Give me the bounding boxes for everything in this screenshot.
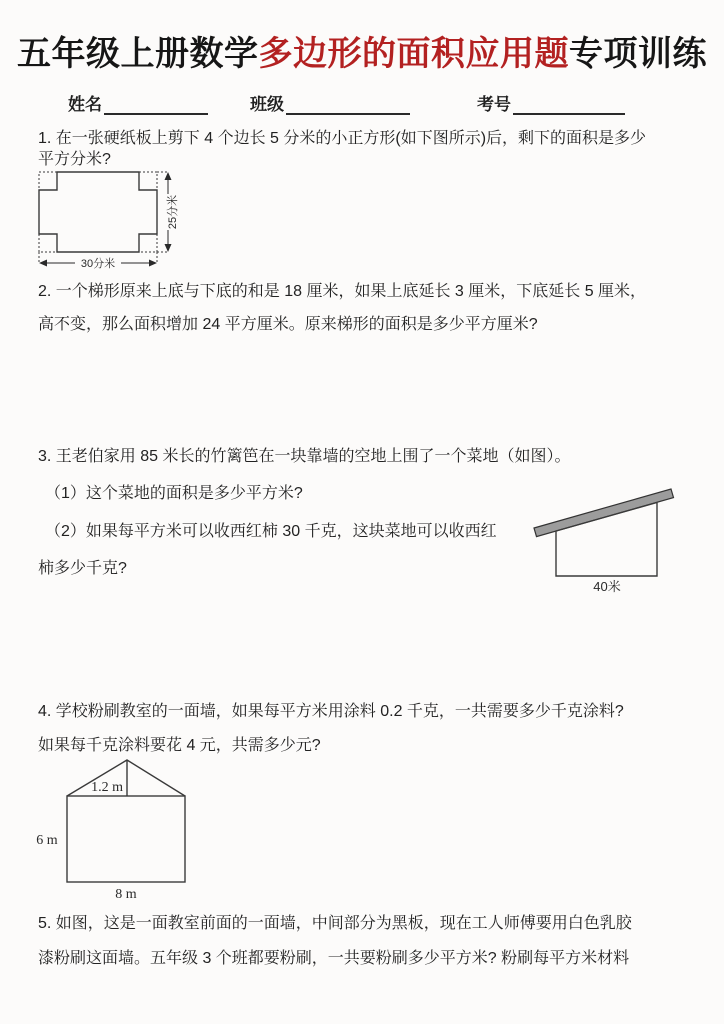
cut-corner-bottomright-dashes — [139, 234, 157, 252]
cut-corner-topleft-dashes — [39, 172, 57, 190]
problem-1-line-2: 平方分米? — [38, 151, 111, 168]
height-dimension-arrow-bottom — [165, 244, 172, 252]
height-dimension-label: 25分米 — [167, 194, 179, 230]
title-part-grade: 五年级上册数学 — [17, 35, 259, 73]
problem-3-part-2-wrap: 柿多少千克? — [38, 560, 127, 577]
cut-corner-topright-dashes — [139, 172, 157, 190]
problem-3-part-2: （2）如果每平方米可以收西红柿 30 千克，这块菜地可以收西红 — [45, 523, 497, 540]
wall-height-label: 6 m — [36, 833, 58, 848]
problem-5-line-1: 5. 如图，这是一面教室前面的一面墙，中间部分为黑板，现在工人师傅要用白色乳胶 — [38, 915, 632, 932]
problem-1-line-1: 1. 在一张硬纸板上剪下 4 个边长 5 分米的小正方形(如下图所示)后，剩下的面积是多少 — [38, 130, 647, 147]
width-dimension-arrow-left — [39, 260, 47, 267]
problem-1 — [38, 128, 700, 170]
cardboard-remaining-outline — [39, 172, 157, 252]
exam-number-label: 考号 — [477, 95, 511, 114]
title-part-training: 专项训练 — [569, 35, 707, 73]
wall-rectangle — [67, 796, 185, 882]
problem-3-line-1: 3. 王老伯家用 85 米长的竹篱笆在一块靠墙的空地上围了一个菜地（如图）。 — [38, 448, 571, 465]
name-blank-line — [104, 96, 208, 115]
name-label: 姓名 — [68, 95, 102, 114]
roof-height-label: 1.2 m — [91, 780, 123, 795]
cardboard-figure-svg — [36, 168, 196, 280]
problem-2-line-2: 高不变，那么面积增加 24 平方厘米。原来梯形的面积是多少平方厘米? — [38, 316, 538, 333]
title-part-topic-red: 多边形的面积应用题 — [258, 35, 569, 73]
problem-4 — [38, 701, 700, 756]
problem-2 — [38, 281, 700, 335]
figure-cardboard-cutout — [36, 168, 196, 280]
width-dimension-label: 30分米 — [80, 258, 116, 270]
class-field — [250, 90, 410, 115]
house-figure-svg — [28, 752, 213, 904]
wall-bar — [534, 489, 674, 537]
cut-corner-bottomleft-dashes — [39, 234, 57, 252]
student-info-row — [0, 90, 724, 118]
problem-3-part-1: （1）这个菜地的面积是多少平方米? — [45, 485, 303, 502]
wall-base-label: 8 m — [115, 887, 137, 902]
roof-triangle — [67, 760, 185, 796]
page-title — [0, 26, 724, 75]
problem-5 — [38, 913, 700, 969]
problem-4-line-1: 4. 学校粉刷教室的一面墙，如果每平方米用涂料 0.2 千克，一共需要多少千克涂料? — [38, 703, 624, 720]
name-field — [68, 90, 208, 115]
class-label: 班级 — [250, 95, 284, 114]
class-blank-line — [286, 96, 410, 115]
field-figure-svg — [531, 481, 723, 599]
width-dimension-arrow-right — [149, 260, 157, 267]
field-base-label: 40米 — [593, 579, 621, 594]
figure-field-by-wall — [531, 481, 723, 599]
problem-4-line-2: 如果每千克涂料要花 4 元，共需多少元? — [38, 737, 321, 754]
exam-number-field — [477, 90, 625, 115]
figure-house-wall — [28, 752, 213, 904]
height-dimension-arrow-top — [165, 172, 172, 180]
problem-5-line-2: 漆粉刷这面墙。五年级 3 个班都要粉刷，一共要粉刷多少平方米? 粉刷每平方米材料 — [38, 950, 630, 967]
problem-2-line-1: 2. 一个梯形原来上底与下底的和是 18 厘米，如果上底延长 3 厘米，下底延长 5 厘米， — [38, 283, 647, 300]
exam-number-blank-line — [513, 96, 625, 115]
